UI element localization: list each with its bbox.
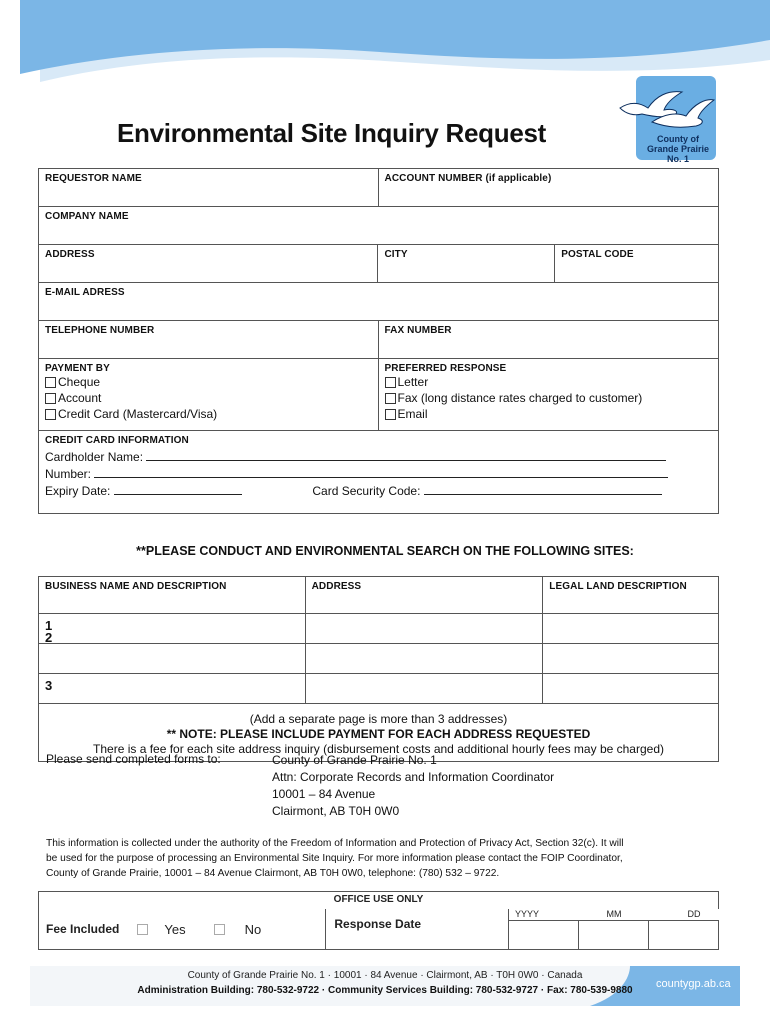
payment-by-label: PAYMENT BY — [45, 363, 110, 374]
office-use-section — [38, 891, 719, 950]
address-line: Attn: Corporate Records and Information Coordinator — [272, 770, 555, 784]
response-option-email[interactable] — [385, 406, 713, 422]
payment-by-section — [39, 359, 379, 430]
fax-label: FAX NUMBER — [384, 325, 452, 336]
row-address — [39, 245, 719, 283]
footer-address: County of Grande Prairie No. 1 · 10001 · 84 Avenue · Clairmont, AB · T0H 0W0 · Canada — [187, 970, 583, 981]
city-label: CITY — [384, 249, 408, 260]
yyyy-header: YYYY — [515, 909, 540, 919]
site-1-legal-cell[interactable] — [543, 614, 719, 643]
table-row — [39, 674, 719, 704]
response-date-label: Response Date — [326, 909, 509, 949]
logo-line-2: Grande Prairie No. 1 — [646, 144, 710, 164]
row-number: 2 — [45, 630, 53, 645]
address-label: ADDRESS — [45, 249, 95, 260]
checkbox-letter[interactable] — [385, 377, 396, 388]
checkbox-email[interactable] — [385, 409, 396, 420]
mm-input[interactable] — [579, 921, 649, 949]
cardholder-label: Cardholder Name: — [45, 450, 144, 464]
site-3-address-cell[interactable] — [306, 674, 544, 703]
address-line: 10001 – 84 Avenue — [272, 787, 376, 801]
col-header: ADDRESS — [311, 581, 362, 592]
card-number-input[interactable] — [94, 467, 668, 478]
payment-option-label: Cheque — [58, 375, 101, 389]
expiry-line — [45, 483, 712, 500]
footer-phones: Administration Building: 780-532-9722 · Community Services Building: 780-532-9727 · Fax: 780-539-9880 — [137, 985, 633, 996]
security-code-input[interactable] — [424, 484, 662, 495]
address-line: County of Grande Prairie No. 1 — [272, 753, 437, 767]
checkbox-cheque[interactable] — [45, 377, 56, 388]
checkbox-fax[interactable] — [385, 393, 396, 404]
response-date-grid — [509, 909, 719, 949]
site-2-address-cell[interactable] — [306, 644, 544, 673]
page-title: Environmental Site Inquiry Request — [117, 118, 546, 148]
payment-option-label: Account — [58, 391, 102, 405]
dd-header: DD — [687, 909, 701, 919]
mm-header: MM — [606, 909, 622, 919]
sites-table — [38, 576, 719, 762]
fax-field[interactable] — [379, 321, 720, 358]
logo-line-1: County of — [657, 134, 699, 144]
row-email — [39, 283, 719, 321]
date-inputs — [509, 920, 719, 949]
dd-input[interactable] — [649, 921, 719, 949]
requestor-name-label: REQUESTOR NAME — [45, 173, 142, 184]
geese-icon — [612, 78, 716, 134]
foip-line: County of Grande Prairie, 10001 – 84 Avenue Clairmont, AB T0H 0W0, telephone: (780) 532 – 9722. — [46, 868, 500, 879]
payment-option-label: Credit Card (Mastercard/Visa) — [58, 407, 218, 421]
payment-option-cheque[interactable] — [45, 374, 372, 390]
col-legal-land — [543, 577, 719, 613]
checkbox-fee-yes[interactable] — [137, 924, 148, 935]
fee-included-label: Fee Included — [46, 922, 120, 936]
credit-card-section — [39, 431, 719, 513]
county-logo — [612, 72, 720, 162]
telephone-field[interactable] — [39, 321, 379, 358]
col-address — [306, 577, 544, 613]
search-notice: **PLEASE CONDUCT AND ENVIRONMENTAL SEARCH ON THE FOLLOWING SITES: — [136, 544, 634, 558]
email-label: E-MAIL ADRESS — [45, 287, 125, 298]
cardholder-line — [45, 449, 712, 466]
address-line: Clairmont, AB T0H 0W0 — [272, 804, 400, 818]
response-option-letter[interactable] — [385, 374, 713, 390]
credit-card-label: CREDIT CARD INFORMATION — [45, 435, 189, 446]
payment-option-account[interactable] — [45, 390, 372, 406]
row-requestor — [39, 169, 719, 207]
row-phone — [39, 321, 719, 359]
requestor-form — [38, 168, 719, 514]
address-field[interactable] — [39, 245, 378, 282]
number-line — [45, 466, 712, 483]
site-2-legal-cell[interactable] — [543, 644, 719, 673]
security-code-label: Card Security Code: — [312, 484, 421, 498]
row-number: 1 — [45, 618, 53, 633]
checkbox-account[interactable] — [45, 393, 56, 404]
card-number-label: Number: — [45, 467, 92, 481]
email-field[interactable] — [39, 283, 719, 320]
note-include-payment: ** NOTE: PLEASE INCLUDE PAYMENT FOR EACH ADDRESS REQUESTED — [166, 727, 591, 741]
preferred-response-section — [379, 359, 720, 430]
note-separate-page: (Add a separate page is more than 3 addresses) — [249, 712, 508, 726]
response-option-label: Email — [397, 407, 428, 421]
col-header: BUSINESS NAME AND DESCRIPTION — [45, 581, 227, 592]
account-number-field[interactable] — [379, 169, 720, 206]
fee-no-label: No — [244, 921, 262, 937]
site-1-address-cell[interactable] — [306, 614, 544, 643]
office-use-row — [39, 909, 719, 949]
postal-code-label: POSTAL CODE — [561, 249, 634, 260]
expiry-label: Expiry Date: — [45, 484, 111, 498]
site-2-business-cell[interactable] — [39, 630, 306, 673]
footer-website[interactable]: countygp.ab.ca — [656, 978, 731, 990]
telephone-label: TELEPHONE NUMBER — [45, 325, 155, 336]
city-field[interactable] — [378, 245, 555, 282]
yyyy-input[interactable] — [509, 921, 579, 949]
foip-statement — [46, 836, 726, 881]
company-name-label: COMPANY NAME — [45, 211, 129, 222]
row-company — [39, 207, 719, 245]
send-label: Please send completed forms to: — [46, 752, 221, 766]
payment-option-credit-card[interactable] — [45, 406, 372, 422]
col-header: LEGAL LAND DESCRIPTION — [549, 581, 687, 592]
fee-included-cell — [39, 909, 326, 949]
company-name-field[interactable] — [39, 207, 719, 244]
response-option-label: Fax (long distance rates charged to customer) — [397, 391, 643, 405]
requestor-name-field[interactable] — [39, 169, 379, 206]
foip-line: be used for the purpose of processing an Environmental Site Inquiry. For more information please contact the FOIP Coordinator, — [46, 853, 623, 864]
site-3-business-cell[interactable] — [39, 674, 306, 703]
date-headers — [509, 909, 719, 920]
response-option-label: Letter — [397, 375, 429, 389]
office-use-title: OFFICE USE ONLY — [39, 892, 719, 909]
logo-text — [640, 134, 716, 164]
response-option-fax[interactable] — [385, 390, 713, 406]
site-3-legal-cell[interactable] — [543, 674, 719, 703]
checkbox-credit-card[interactable] — [45, 409, 56, 420]
preferred-response-label: PREFERRED RESPONSE — [384, 363, 507, 374]
postal-code-field[interactable] — [555, 245, 719, 282]
note-fee: There is a fee for each site address inquiry (disbursement costs and additional hourly fees may be charged) — [93, 742, 664, 756]
row-credit-card — [39, 431, 719, 514]
col-business-name — [39, 577, 306, 613]
account-number-label: ACCOUNT NUMBER (if applicable) — [384, 173, 552, 184]
cardholder-input[interactable] — [146, 450, 666, 461]
table-row — [39, 630, 719, 674]
sites-header-row — [39, 577, 719, 614]
mailing-address — [272, 752, 554, 820]
expiry-input[interactable] — [114, 484, 242, 495]
fee-yes-label: Yes — [164, 921, 186, 937]
row-number: 3 — [45, 678, 53, 693]
row-payment — [39, 359, 719, 431]
checkbox-fee-no[interactable] — [214, 924, 225, 935]
foip-line: This information is collected under the authority of the Freedom of Information and Protection of Privacy Act, Section 32(c). It will — [46, 838, 624, 849]
